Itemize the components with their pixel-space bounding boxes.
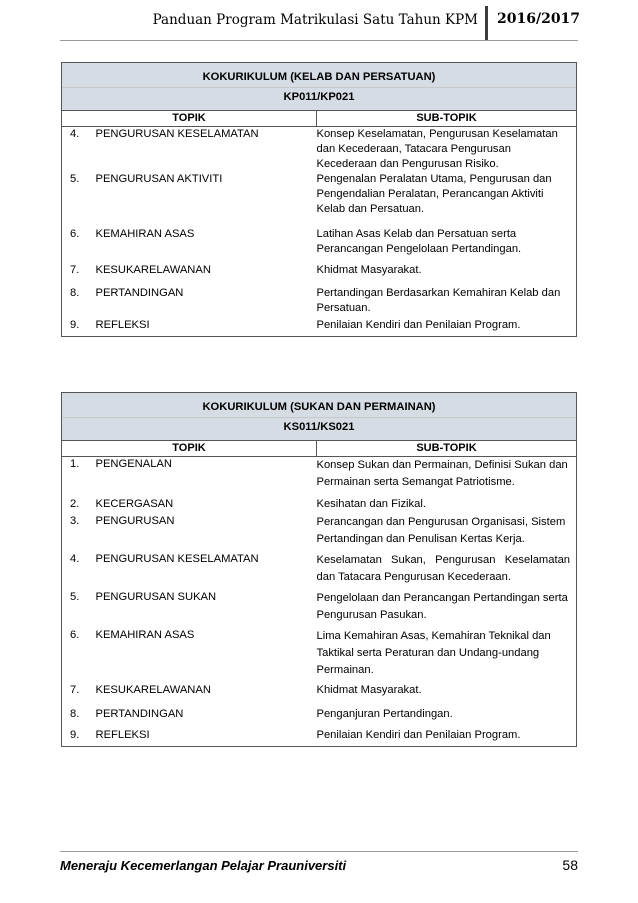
row-number: 1. <box>62 457 96 492</box>
row-number: 4. <box>62 548 96 586</box>
row-number: 3. <box>62 512 96 548</box>
row-topic: KEMAHIRAN ASAS <box>95 228 195 240</box>
table-sukan-permainan <box>61 392 577 747</box>
table-row <box>62 586 577 624</box>
row-number: 6. <box>62 624 96 679</box>
row-topic: PENGURUSAN KESELAMATAN <box>95 128 259 140</box>
row-subtopic: Khidmat Masyarakat. <box>317 257 577 278</box>
table-code: KP011/KP021 <box>62 88 577 111</box>
table-caption-row <box>62 63 577 88</box>
table-row <box>62 172 577 217</box>
row-topic: PERTANDINGAN <box>95 708 184 720</box>
footer-text: Meneraju Kecemerlangan Pelajar Prauniversiti <box>60 858 347 873</box>
row-topic: PERTANDINGAN <box>95 287 184 299</box>
row-subtopic: Khidmat Masyarakat. <box>317 679 577 698</box>
column-header-topik: TOPIK <box>62 111 317 127</box>
table-code-row <box>62 88 577 111</box>
table-caption-row <box>62 393 577 418</box>
table-title: KOKURIKULUM (SUKAN DAN PERMAINAN) <box>62 393 577 418</box>
row-topic: REFLEKSI <box>96 722 317 747</box>
table-row <box>62 316 577 337</box>
row-topic: KECERGASAN <box>95 498 174 510</box>
table-row <box>62 257 577 278</box>
row-topic: KESUKARELAWANAN <box>95 684 211 696</box>
row-subtopic: Kesihatan dan Fizikal. <box>317 491 577 512</box>
table-row <box>62 548 577 586</box>
table-row <box>62 624 577 679</box>
table-row <box>62 722 577 747</box>
table-code: KS011/KS021 <box>62 418 577 441</box>
page-header <box>0 0 638 46</box>
row-topic: KESUKARELAWANAN <box>95 264 211 276</box>
footer-rule <box>60 851 578 852</box>
column-header-subtopik: SUB-TOPIK <box>317 441 577 457</box>
row-topic: REFLEKSI <box>96 316 317 337</box>
page-number: 58 <box>562 857 578 873</box>
row-subtopic: Pengelolaan dan Perancangan Pertandingan serta Pengurusan Pasukan. <box>317 586 577 624</box>
column-header-subtopik: SUB-TOPIK <box>317 111 577 127</box>
row-number: 8. <box>62 278 96 316</box>
header-year: 2016/2017 <box>497 11 581 27</box>
row-subtopic: Penilaian Kendiri dan Penilaian Program. <box>317 722 577 747</box>
row-number: 5. <box>62 586 96 624</box>
row-subtopic: Keselamatan Sukan, Pengurusan Keselamatan dan Tatacara Pengurusan Kecederaan. <box>317 548 577 586</box>
table-kelab-persatuan <box>61 62 577 337</box>
row-subtopic: Konsep Keselamatan, Pengurusan Keselamatan dan Kecederaan, Tatacara Pengurusan Kecederaan dan Pengurusan Risiko. <box>317 127 577 173</box>
row-number: 9. <box>62 722 96 747</box>
page-footer <box>60 851 578 885</box>
table-title: KOKURIKULUM (KELAB DAN PERSATUAN) <box>62 63 577 88</box>
row-number: 6. <box>62 217 96 257</box>
row-subtopic: Penganjuran Pertandingan. <box>317 698 577 722</box>
row-subtopic: Perancangan dan Pengurusan Organisasi, Sistem Pertandingan dan Penulisan Kertas Kerja. <box>317 512 577 548</box>
row-number: 7. <box>62 257 96 278</box>
row-number: 8. <box>62 698 96 722</box>
header-rule <box>60 40 578 41</box>
row-number: 7. <box>62 679 96 698</box>
row-topic: PENGURUSAN KESELAMATAN <box>95 553 259 565</box>
table-row <box>62 698 577 722</box>
table-row <box>62 127 577 173</box>
row-subtopic: Pertandingan Berdasarkan Kemahiran Kelab dan Persatuan. <box>317 278 577 316</box>
table-row <box>62 217 577 257</box>
header-title: Panduan Program Matrikulasi Satu Tahun KPM <box>152 12 478 28</box>
row-topic: PENGURUSAN SUKAN <box>95 591 217 603</box>
table-row <box>62 491 577 512</box>
column-header-row <box>62 441 577 457</box>
table-row <box>62 512 577 548</box>
row-topic: PENGURUSAN AKTIVITI <box>95 173 223 185</box>
row-subtopic: Latihan Asas Kelab dan Persatuan serta Perancangan Pengelolaan Pertandingan. <box>317 217 577 257</box>
table-row <box>62 457 577 492</box>
row-number: 4. <box>62 127 96 173</box>
row-subtopic: Lima Kemahiran Asas, Kemahiran Teknikal dan Taktikal serta Peraturan dan Undang-undang Permainan. <box>317 624 577 679</box>
row-topic: KEMAHIRAN ASAS <box>95 629 195 641</box>
column-header-row <box>62 111 577 127</box>
table-code-row <box>62 418 577 441</box>
row-subtopic: Pengenalan Peralatan Utama, Pengurusan dan Pengendalian Peralatan, Perancangan Aktiviti Kelab dan Persatuan. <box>317 172 577 217</box>
row-topic: PENGURUSAN <box>95 515 175 527</box>
header-separator <box>485 6 488 40</box>
row-number: 2. <box>62 491 96 512</box>
row-subtopic: Konsep Sukan dan Permainan, Definisi Sukan dan Permainan serta Semangat Patriotisme. <box>317 457 577 492</box>
row-topic: PENGENALAN <box>95 458 172 470</box>
row-number: 9. <box>62 316 96 337</box>
table-row <box>62 679 577 698</box>
column-header-topik: TOPIK <box>62 441 317 457</box>
row-subtopic: Penilaian Kendiri dan Penilaian Program. <box>317 316 577 337</box>
table-row <box>62 278 577 316</box>
row-number: 5. <box>62 172 96 217</box>
